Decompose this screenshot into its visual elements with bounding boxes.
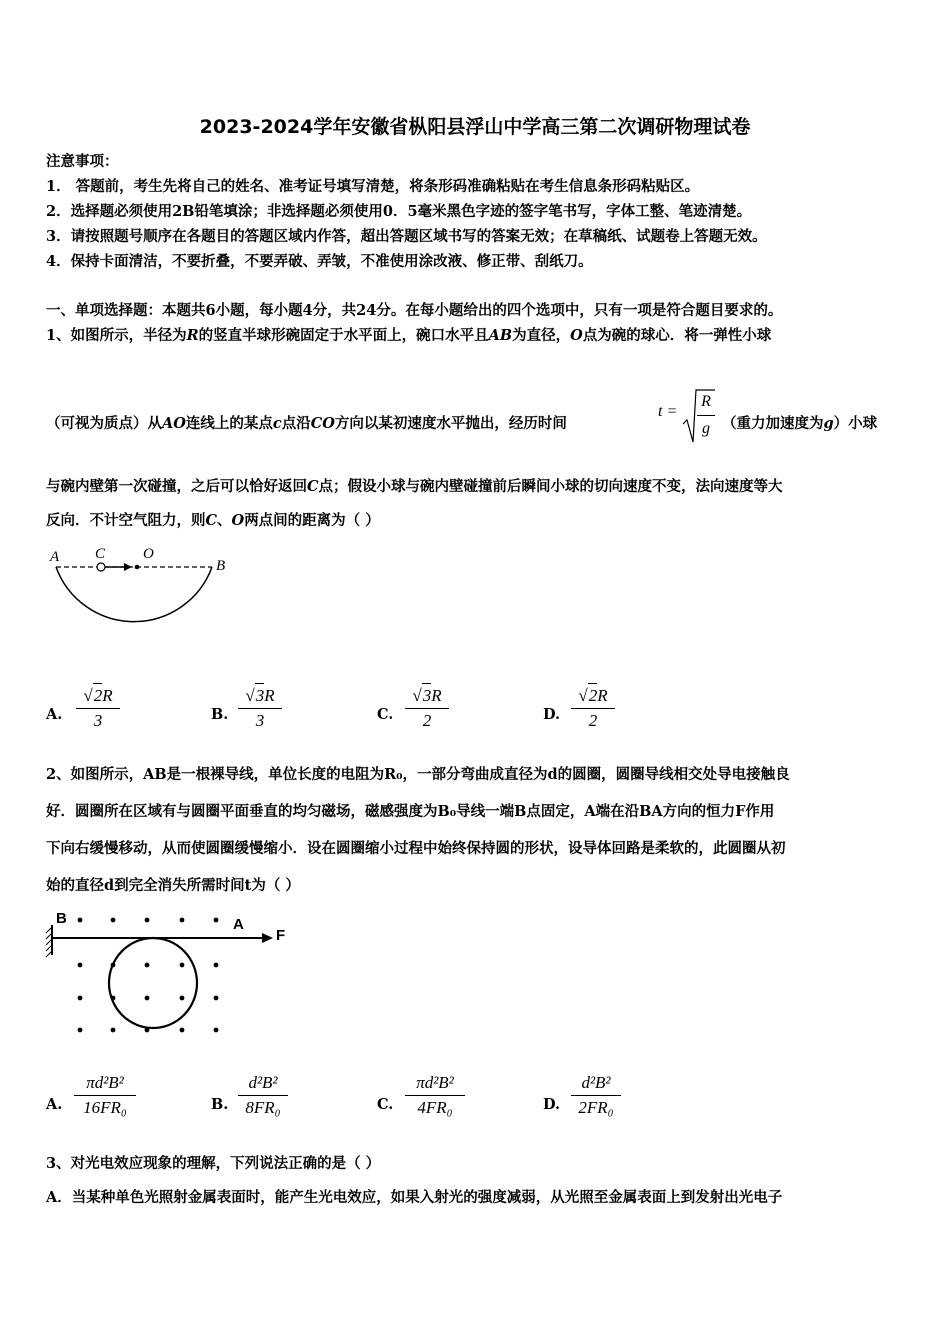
q2-option-c-value[interactable]: $\frac{\text{πd²B²}}{\text{4FR₀}}$ (405, 1071, 465, 1120)
label-A: A (233, 916, 244, 933)
q2-option-a-value[interactable]: $\frac{\text{πd²B²}}{\text{16FR₀}}$ (74, 1071, 136, 1120)
label-B: B (216, 558, 226, 574)
q2-option-a-label[interactable]: A. (46, 1096, 63, 1113)
notice-item: 4．保持卡面清洁，不要折叠，不要弄破、弄皱，不准使用涂改液、修正带、刮纸刀。 (46, 253, 593, 270)
q1-text-line4: 反向．不计空气阻力，则C、O两点间的距离为（ ） (46, 512, 380, 529)
label-O: O (143, 546, 154, 562)
frac-numerator: R (701, 393, 711, 410)
q3-text-line1: 3、对光电效应现象的理解，下列说法正确的是（ ） (46, 1155, 381, 1172)
label-B: B (56, 910, 67, 927)
q2-option-d-label[interactable]: D. (543, 1096, 561, 1113)
q1-option-d-value[interactable]: $\frac{√2R}{2}$ (571, 683, 615, 733)
q1-bowl-figure (44, 540, 244, 660)
q2-option-d-value[interactable]: $\frac{\text{d²B²}}{\text{2FR₀}}$ (571, 1071, 621, 1120)
q1-option-c-label[interactable]: C. (377, 706, 394, 723)
q2-text-line2: 好．圆圈所在区域有与圆圈平面垂直的均匀磁场，磁感强度为B₀导线一端B点固定，A端在沿BA方向的恒力F作用 (46, 803, 775, 820)
q1-option-d-label[interactable]: D. (543, 706, 561, 723)
q3-option-a[interactable]: A．当某种单色光照射金属表面时，能产生光电效应，如果入射光的强度减弱，从光照至金属表面上到发射出光电子 (46, 1189, 783, 1206)
q1-option-a-label[interactable]: A. (46, 706, 63, 723)
fraction-bar (697, 415, 715, 416)
label-C: C (95, 546, 106, 562)
notice-item: 2．选择题必须使用2B铅笔填涂；非选择题必须使用0．5毫米黑色字迹的签字笔书写，字体工整、笔迹清楚。 (46, 203, 752, 220)
notice-item: 1． 答题前，考生先将自己的姓名、准考证号填写清楚，将条形码准确粘贴在考生信息条形码粘贴区。 (46, 178, 700, 195)
q2-text-line4: 始的直径d到完全消失所需时间t为（ ） (46, 877, 300, 894)
q2-option-b-label[interactable]: B. (211, 1096, 229, 1113)
q1-text-line2-tail: （重力加速度为g）小球 (722, 415, 878, 432)
notice-heading: 注意事项： (46, 153, 119, 170)
q2-text-line1: 2、如图所示，AB是一根裸导线，单位长度的电阻为R₀，一部分弯曲成直径为d的圆圈，圆圈导线相交处导电接触良 (46, 766, 790, 783)
q2-text-line3: 下向右缓慢移动，从而使圆圈缓慢缩小．设在圆圈缩小过程中始终保持圆的形状，设导体回路是柔软的，此圆圈从初 (46, 840, 786, 857)
notice-item: 3．请按照题号顺序在各题目的答题区域内作答，超出答题区域书写的答案无效；在草稿纸、试题卷上答题无效。 (46, 228, 767, 245)
q1-option-c-value[interactable]: $\frac{√3R}{2}$ (405, 683, 449, 733)
q2-option-c-label[interactable]: C. (377, 1096, 394, 1113)
q1-option-b-label[interactable]: B. (211, 706, 229, 723)
frac-denominator: g (702, 420, 710, 437)
q1-text-line3: 与碗内壁第一次碰撞，之后可以恰好返回C点；假设小球与碗内壁碰撞前后瞬间小球的切向速度不变，法向速度等大 (46, 478, 783, 495)
q2-magnetic-field-figure (40, 905, 300, 1045)
label-F: F (276, 927, 286, 944)
page-title: 2023-2024学年安徽省枞阳县浮山中学高三第二次调研物理试卷 (199, 116, 751, 138)
section-heading: 一、单项选择题：本题共6小题，每小题4分，共24分。在每小题给出的四个选项中，只有一项是符合题目要求的。 (46, 302, 783, 319)
q1-option-a-value[interactable]: $\frac{√2R}{3}$ (76, 683, 120, 733)
q1-text-line2: （可视为质点）从AO连线上的某点c点沿CO方向以某初速度水平抛出，经历时间 (46, 415, 567, 432)
q1-option-b-value[interactable]: $\frac{√3R}{3}$ (238, 683, 282, 733)
q2-option-b-value[interactable]: $\frac{\text{d²B²}}{\text{8FR₀}}$ (238, 1071, 288, 1120)
q1-text-line1: 1、如图所示，半径为R的竖直半球形碗固定于水平面上，碗口水平且AB为直径，O点为碗的球心．将一弹性小球 (46, 327, 772, 344)
time-equation: t = (658, 403, 678, 420)
label-A: A (50, 549, 60, 565)
